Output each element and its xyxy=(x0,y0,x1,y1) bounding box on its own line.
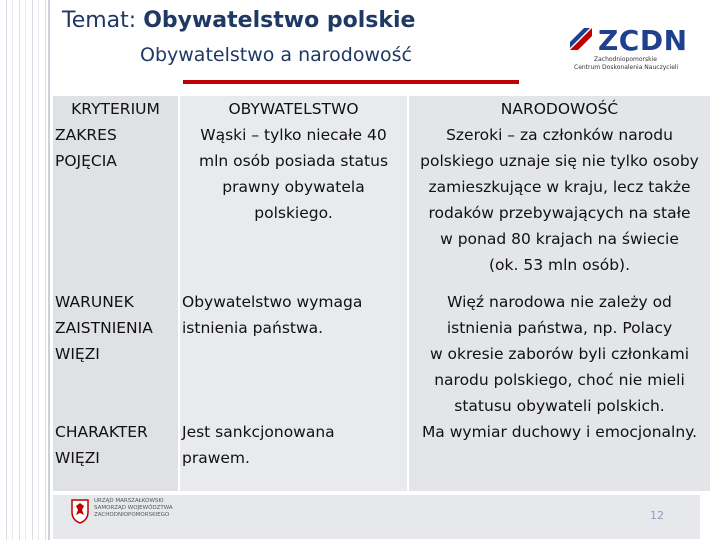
nationality-cell xyxy=(408,419,710,491)
logo-mark-icon xyxy=(570,28,592,50)
cell-line: prawem. xyxy=(182,449,250,467)
emblem-line: SAMORZĄD WOJEWÓDZTWA xyxy=(94,505,173,511)
emblem-line: URZĄD MARSZAŁKOWSKI xyxy=(94,498,164,504)
table-row xyxy=(53,122,710,289)
citizenship-cell xyxy=(179,419,408,491)
zcdn-logo xyxy=(570,24,690,78)
nationality-cell xyxy=(408,289,710,419)
cell-line: istnienia państwa. xyxy=(182,319,324,337)
regional-emblem xyxy=(70,498,200,528)
emblem-line: ZACHODNIOPOMORSKIEGO xyxy=(94,512,170,518)
table-row xyxy=(53,289,710,419)
nationality-cell xyxy=(408,122,710,289)
criterion-cell xyxy=(53,289,179,419)
title-label: Temat: xyxy=(62,8,144,33)
cell-line: polskiego. xyxy=(254,204,333,222)
logo-line1: Zachodniopomorskie xyxy=(594,56,657,63)
cell-line: WARUNEK xyxy=(55,293,134,311)
criterion-cell xyxy=(53,419,179,491)
title-value: Obywatelstwo polskie xyxy=(143,8,416,33)
page-number: 12 xyxy=(650,509,664,522)
decorative-side-strip xyxy=(0,0,50,540)
griffin-emblem-icon xyxy=(70,498,90,524)
cell-line: Wąski – tylko niecałe 40 xyxy=(200,126,387,144)
cell-line: CHARAKTER xyxy=(55,423,148,441)
cell-line: Ma wymiar duchowy i emocjonalny. xyxy=(421,423,698,441)
title-underline xyxy=(183,80,519,84)
criterion-cell xyxy=(53,122,179,289)
cell-line: Więź narodowa nie zależy od xyxy=(447,293,672,311)
logo-line2: Centrum Doskonalenia Nauczycieli xyxy=(574,64,679,71)
logo-name: ZCDN xyxy=(598,24,688,57)
cell-line: Jest sankcjonowana xyxy=(182,423,335,441)
comparison-table xyxy=(53,96,710,491)
cell-line: (ok. 53 mln osób). xyxy=(488,256,631,274)
cell-line: zamieszkujące w kraju, lecz także xyxy=(428,178,691,196)
cell-line: prawny obywatela xyxy=(222,178,365,196)
cell-line: ZAKRES xyxy=(55,126,117,144)
table-header-row xyxy=(53,96,710,122)
table-row xyxy=(53,419,710,491)
header-citizenship: OBYWATELSTWO xyxy=(179,96,408,122)
emblem-text xyxy=(94,498,173,519)
cell-line: WIĘZI xyxy=(55,345,100,363)
cell-line: POJĘCIA xyxy=(55,152,117,170)
cell-line: statusu obywateli polskich. xyxy=(454,397,665,415)
header-criterion: KRYTERIUM xyxy=(53,96,179,122)
cell-line: ZAISTNIENIA xyxy=(55,319,153,337)
cell-line: istnienia państwa, np. Polacy xyxy=(446,319,673,337)
slide-subtitle: Obywatelstwo a narodowość xyxy=(140,44,412,66)
cell-line: mln osób posiada status xyxy=(198,152,389,170)
cell-line: WIĘZI xyxy=(55,449,100,467)
cell-line: Obywatelstwo wymaga xyxy=(182,293,363,311)
cell-line: rodaków przebywających na stałe xyxy=(428,204,691,222)
slide-title xyxy=(62,8,415,33)
citizenship-cell xyxy=(179,289,408,419)
header-nationality: NARODOWOŚĆ xyxy=(408,96,710,122)
cell-line: narodu polskiego, choć nie mieli xyxy=(434,371,685,389)
cell-line: Szeroki – za członków narodu xyxy=(446,126,673,144)
cell-line: w ponad 80 krajach na świecie xyxy=(440,230,679,248)
cell-line: polskiego uznaje się nie tylko osoby xyxy=(420,152,699,170)
citizenship-cell xyxy=(179,122,408,289)
cell-line: w okresie zaborów byli członkami xyxy=(429,345,690,363)
